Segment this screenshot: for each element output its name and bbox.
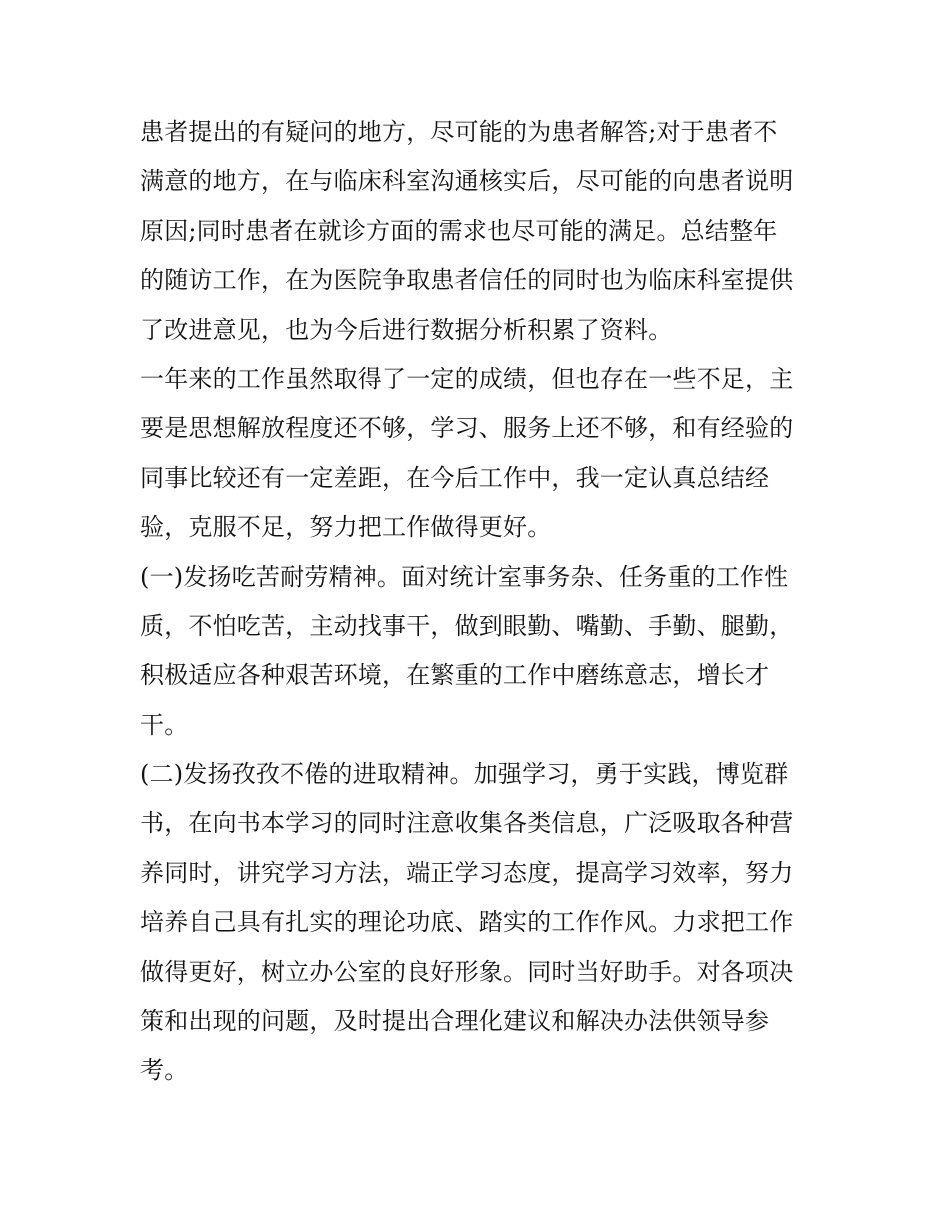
text-line: 干。 xyxy=(140,710,189,739)
text-line: 满意的地方，在与临床科室沟通核实后，尽可能的向患者说明 xyxy=(140,167,794,196)
text-line: 书，在向书本学习的同时注意收集各类信息，广泛吸取各种营 xyxy=(140,809,794,838)
text-line: 验，克服不足，努力把工作做得更好。 xyxy=(140,513,552,542)
text-line: 一年来的工作虽然取得了一定的成绩，但也存在一些不足，主 xyxy=(140,364,794,393)
text-line: 的随访工作，在为医院争取患者信任的同时也为临床科室提供 xyxy=(140,266,794,295)
text-line: (一)发扬吃苦耐劳精神。面对统计室事务杂、任务重的工作性 xyxy=(140,562,789,591)
text-line: 原因;同时患者在就诊方面的需求也尽可能的满足。总结整年 xyxy=(140,216,778,245)
text-line: 质，不怕吃苦，主动找事干，做到眼勤、嘴勤、手勤、腿勤， xyxy=(140,611,794,640)
text-line: 做得更好，树立办公室的良好形象。同时当好助手。对各项决 xyxy=(140,957,794,986)
text-line: 策和出现的问题，及时提出合理化建议和解决办法供领导参 xyxy=(140,1007,770,1036)
text-line: 养同时，讲究学习方法，端正学习态度，提高学习效率，努力 xyxy=(140,858,794,887)
text-line: 考。 xyxy=(140,1056,189,1085)
text-line: 患者提出的有疑问的地方，尽可能的为患者解答;对于患者不 xyxy=(140,118,778,146)
text-line: 积极适应各种艰苦环境，在繁重的工作中磨练意志，增长才 xyxy=(140,661,770,690)
text-line: (二)发扬孜孜不倦的进取精神。加强学习，勇于实践，博览群 xyxy=(140,760,789,789)
text-line: 培养自己具有扎实的理论功底、踏实的工作作风。力求把工作 xyxy=(140,908,794,937)
text-line: 要是思想解放程度还不够，学习、服务上还不够，和有经验的 xyxy=(140,414,794,443)
text-line: 了改进意见，也为今后进行数据分析积累了资料。 xyxy=(140,315,673,344)
document-body xyxy=(140,108,820,1096)
text-line: 同事比较还有一定差距，在今后工作中，我一定认真总结经 xyxy=(140,463,770,492)
